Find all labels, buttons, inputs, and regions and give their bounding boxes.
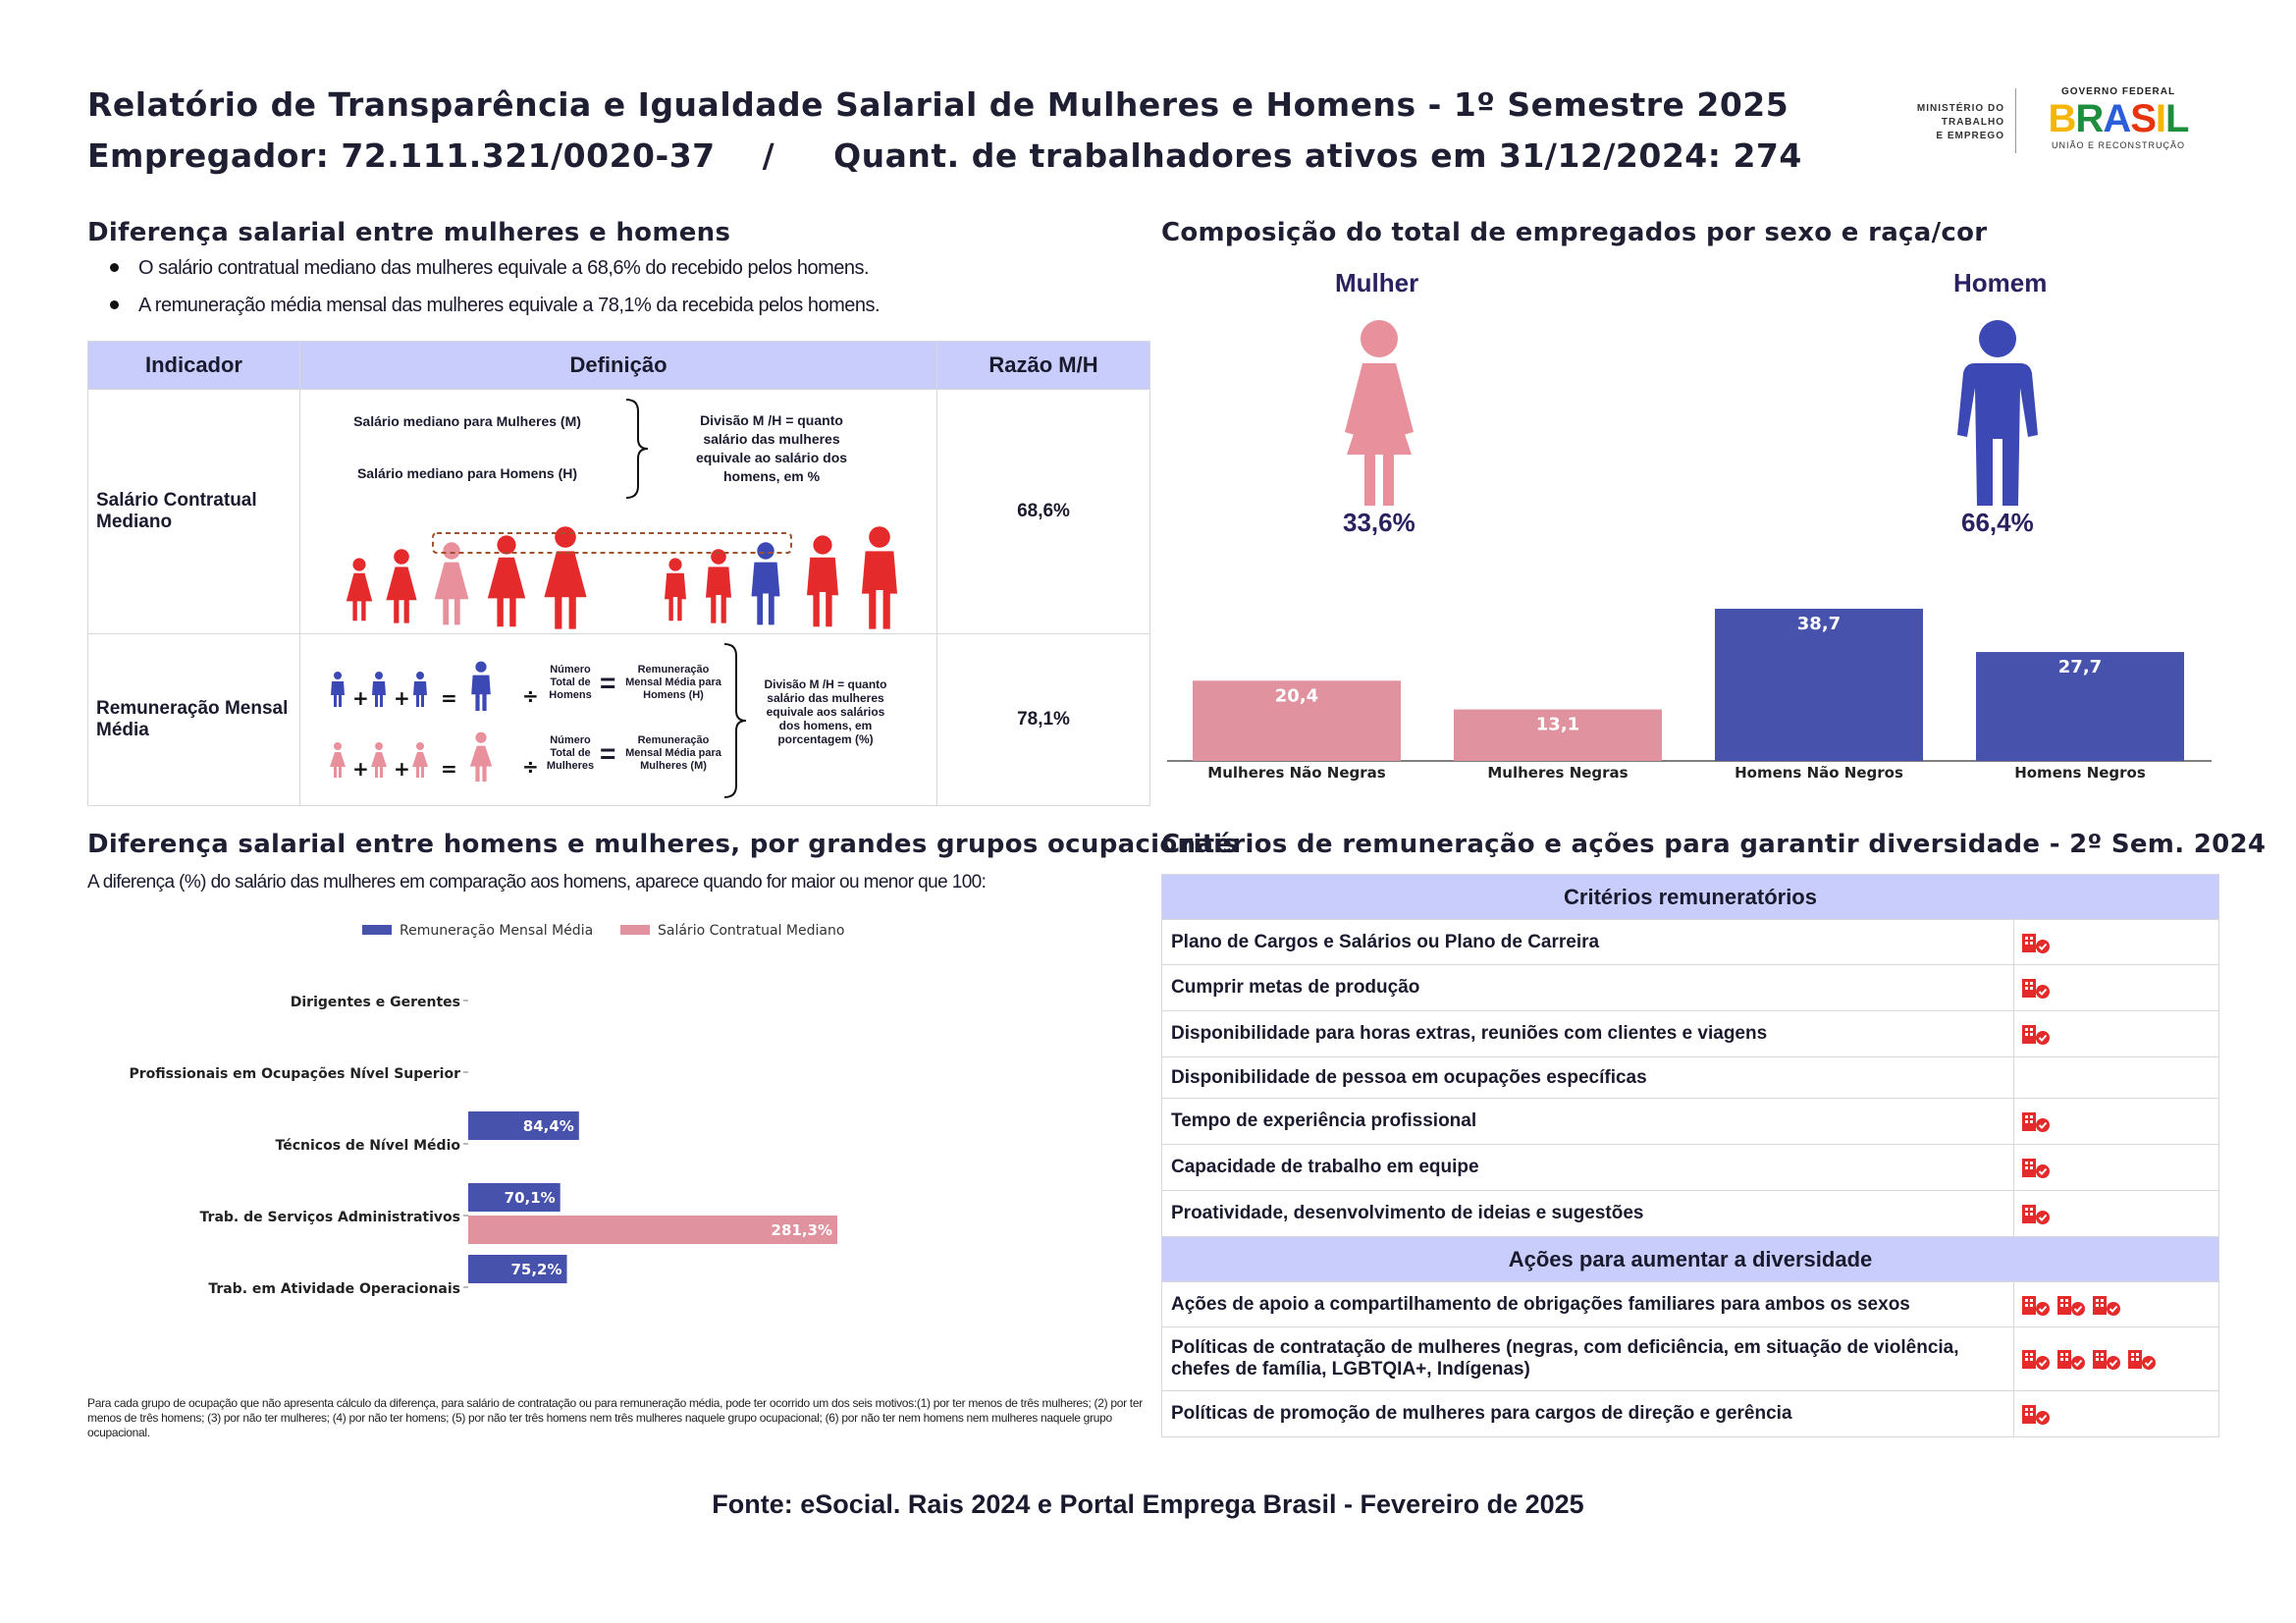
building-check-icon xyxy=(2020,1293,2054,1317)
building-check-icon xyxy=(2020,1022,2054,1046)
legend-label: Salário Contratual Mediano xyxy=(658,923,845,939)
ratio-median: 68,6% xyxy=(937,390,1150,634)
women-label: Mulher xyxy=(1335,268,1419,298)
col-ratio: Razão M/H xyxy=(937,342,1150,390)
employer-line: Empregador: 72.111.321/0020-37 / Quant. de trabalhadores ativos em 31/12/2024: 274 xyxy=(87,136,1802,175)
bullet-item: O salário contratual mediano das mulheres equivale a 68,6% do recebido pelos homens. xyxy=(113,257,880,280)
table-row xyxy=(1162,1191,2219,1237)
svg-text:÷: ÷ xyxy=(522,755,539,779)
legend-swatch xyxy=(362,925,392,935)
def-division-median: Divisão M /H = quanto salário das mulheres equivale ao salário dos homens, em % xyxy=(695,412,848,484)
criteria-icons xyxy=(2014,1191,2219,1237)
brace-icon xyxy=(624,398,654,500)
man-icon xyxy=(1944,319,2052,511)
ministry-logo-text: MINISTÉRIO DO TRABALHO E EMPREGO xyxy=(1916,103,2004,141)
criteria-icons xyxy=(2014,1145,2219,1191)
logo-divider xyxy=(2015,88,2016,153)
building-check-icon xyxy=(2091,1347,2124,1371)
table-row xyxy=(1162,965,2219,1011)
men-total-label: Número Total de Homens xyxy=(549,664,592,701)
indicator-table xyxy=(87,341,1150,806)
svg-text:+: + xyxy=(394,686,410,710)
building-check-icon xyxy=(2020,1156,2054,1179)
table-row xyxy=(1162,1011,2219,1057)
category-label: Profissionais em Ocupações Nível Superior xyxy=(129,1066,460,1082)
report-title: Relatório de Transparência e Igualdade Salarial de Mulheres e Homens - 1º Semestre 2025 xyxy=(87,85,1789,124)
svg-text:+: + xyxy=(352,757,369,781)
women-pct: 33,6% xyxy=(1343,508,1415,537)
building-check-icon xyxy=(2091,1293,2124,1317)
criteria-table xyxy=(1161,874,2219,1437)
equals-icon: = xyxy=(600,738,616,769)
woman-icon xyxy=(1325,319,1433,511)
building-check-icon xyxy=(2056,1293,2089,1317)
source-footer: Fonte: eSocial. Rais 2024 e Portal Emprega Brasil - Fevereiro de 2025 xyxy=(712,1489,1584,1519)
criteria-label: Disponibilidade para horas extras, reuniões com clientes e viagens xyxy=(1162,1011,2014,1057)
def-women-median: Salário mediano para Mulheres (M) xyxy=(353,413,581,429)
composition-bar-chart xyxy=(1161,584,2221,790)
def-division-average: Divisão M /H = quanto salário das mulheres equivale aos salários dos homens, em porcentagem (%) xyxy=(764,677,887,746)
brace-icon xyxy=(722,642,752,799)
bar-value-label: 20,4 xyxy=(1274,685,1319,707)
definition-average xyxy=(300,634,937,806)
action-label: Políticas de promoção de mulheres para cargos de direção e gerência xyxy=(1162,1391,2014,1437)
def-men-median: Salário mediano para Homens (H) xyxy=(356,465,578,481)
bar-value-label: 70,1% xyxy=(504,1189,556,1207)
category-label: Trab. de Serviços Administrativos xyxy=(199,1210,460,1225)
legend-swatch xyxy=(620,925,650,935)
table-row xyxy=(1162,920,2219,965)
building-check-icon xyxy=(2126,1347,2160,1371)
building-check-icon xyxy=(2020,976,2054,1000)
actions-header: Ações para aumentar a diversidade xyxy=(1162,1237,2219,1282)
criteria-icons xyxy=(2014,965,2219,1011)
indicator-median: Salário Contratual Mediano xyxy=(88,390,300,634)
category-label: Mulheres Não Negras xyxy=(1207,764,1386,782)
category-label: Homens Não Negros xyxy=(1735,764,1903,782)
bar-value-label: 75,2% xyxy=(510,1261,562,1278)
criteria-title: Critérios de remuneração e ações para garantir diversidade - 2º Sem. 2024 xyxy=(1161,830,2267,859)
svg-text:=: = xyxy=(441,686,457,710)
bar-value-label: 13,1 xyxy=(1535,714,1580,735)
svg-text:÷: ÷ xyxy=(522,684,539,708)
women-avg-label: Remuneração Mensal Média para Mulheres (M) xyxy=(625,734,721,772)
action-label: Ações de apoio a compartilhamento de obrigações familiares para ambos os sexos xyxy=(1162,1282,2014,1327)
criteria-label: Proatividade, desenvolvimento de ideias e sugestões xyxy=(1162,1191,2014,1237)
bar-value-label: 27,7 xyxy=(2057,657,2103,678)
action-icons xyxy=(2014,1327,2219,1391)
indicator-average: Remuneração Mensal Média xyxy=(88,634,300,806)
svg-text:+: + xyxy=(394,757,410,781)
category-label: Trab. em Atividade Operacionais xyxy=(208,1281,460,1297)
criteria-icons xyxy=(2014,1011,2219,1057)
table-row xyxy=(1162,1282,2219,1327)
criteria-icons xyxy=(2014,920,2219,965)
category-label: Dirigentes e Gerentes xyxy=(290,995,460,1010)
category-label: Homens Negros xyxy=(2014,764,2146,782)
svg-text:+: + xyxy=(352,686,369,710)
bullet-item: A remuneração média mensal das mulheres equivale a 78,1% da recebida pelos homens. xyxy=(113,295,880,317)
legend-label: Remuneração Mensal Média xyxy=(400,923,594,939)
building-check-icon xyxy=(2020,1109,2054,1133)
men-label: Homem xyxy=(1953,268,2048,298)
average-figures xyxy=(326,646,552,793)
criteria-icons xyxy=(2014,1099,2219,1145)
category-label: Mulheres Negras xyxy=(1487,764,1629,782)
men-avg-label: Remuneração Mensal Média para Homens (H) xyxy=(625,664,721,701)
building-check-icon xyxy=(2020,1347,2054,1371)
table-row xyxy=(1162,1391,2219,1437)
action-label: Políticas de contratação de mulheres (negras, com deficiência, em situação de violência, chefes de família, LGBTQIA+, Indígenas) xyxy=(1162,1327,2014,1391)
building-check-icon xyxy=(2020,1202,2054,1225)
criteria-label: Plano de Cargos e Salários ou Plano de Carreira xyxy=(1162,920,2014,965)
criteria-icons xyxy=(2014,1057,2219,1099)
table-row xyxy=(1162,1099,2219,1145)
occupation-title: Diferença salarial entre homens e mulheres, por grandes grupos ocupacionais xyxy=(87,830,1239,859)
occupation-bar-chart xyxy=(87,908,1157,1321)
bar-value-label: 38,7 xyxy=(1796,614,1842,634)
median-figures xyxy=(300,515,934,633)
col-indicator: Indicador xyxy=(88,342,300,390)
building-check-icon xyxy=(2020,1402,2054,1426)
criteria-label: Capacidade de trabalho em equipe xyxy=(1162,1145,2014,1191)
action-icons xyxy=(2014,1391,2219,1437)
criteria-label: Tempo de experiência profissional xyxy=(1162,1099,2014,1145)
composition-title: Composição do total de empregados por sexo e raça/cor xyxy=(1161,218,1988,247)
salary-gap-bullets xyxy=(113,257,880,332)
criteria-label: Disponibilidade de pessoa em ocupações específicas xyxy=(1162,1057,2014,1099)
equals-icon: = xyxy=(600,668,616,698)
table-row xyxy=(1162,1057,2219,1099)
col-definition: Definição xyxy=(300,342,937,390)
category-label: Técnicos de Nível Médio xyxy=(275,1138,460,1154)
bar-value-label: 84,4% xyxy=(522,1117,574,1135)
occupation-note: Para cada grupo de ocupação que não apresenta cálculo da diferença, para salário de contratação ou para remuneração média, pode ter ocorrido um dos seis motivos:(1) por ter menos de três mulheres; (2) por ter menos de três homens; (3) por não ter mulheres; (4) por não ter homens; (5) por não ter três homens nem três mulheres naquele grupo ocupacional; (6) por não ter nem homens nem mulheres naquele grupo ocupacional. xyxy=(87,1396,1143,1439)
building-check-icon xyxy=(2056,1347,2089,1371)
criteria-header: Critérios remuneratórios xyxy=(1162,875,2219,920)
men-pct: 66,4% xyxy=(1961,508,2034,537)
bar-value-label: 281,3% xyxy=(771,1221,832,1239)
table-row xyxy=(1162,1327,2219,1391)
ratio-average: 78,1% xyxy=(937,634,1150,806)
action-icons xyxy=(2014,1282,2219,1327)
criteria-label: Cumprir metas de produção xyxy=(1162,965,2014,1011)
gov-logo: GOVERNO FEDERAL BRASIL UNIÃO E RECONSTRUÇÃO xyxy=(2048,86,2189,150)
occupation-subtitle: A diferença (%) do salário das mulheres em comparação aos homens, aparece quando for maior ou menor que 100: xyxy=(87,872,987,893)
building-check-icon xyxy=(2020,931,2054,954)
salary-gap-title: Diferença salarial entre mulheres e homens xyxy=(87,218,731,247)
table-row xyxy=(1162,1145,2219,1191)
women-total-label: Número Total de Mulheres xyxy=(546,734,595,772)
svg-text:=: = xyxy=(441,757,457,781)
definition-median xyxy=(300,390,937,634)
